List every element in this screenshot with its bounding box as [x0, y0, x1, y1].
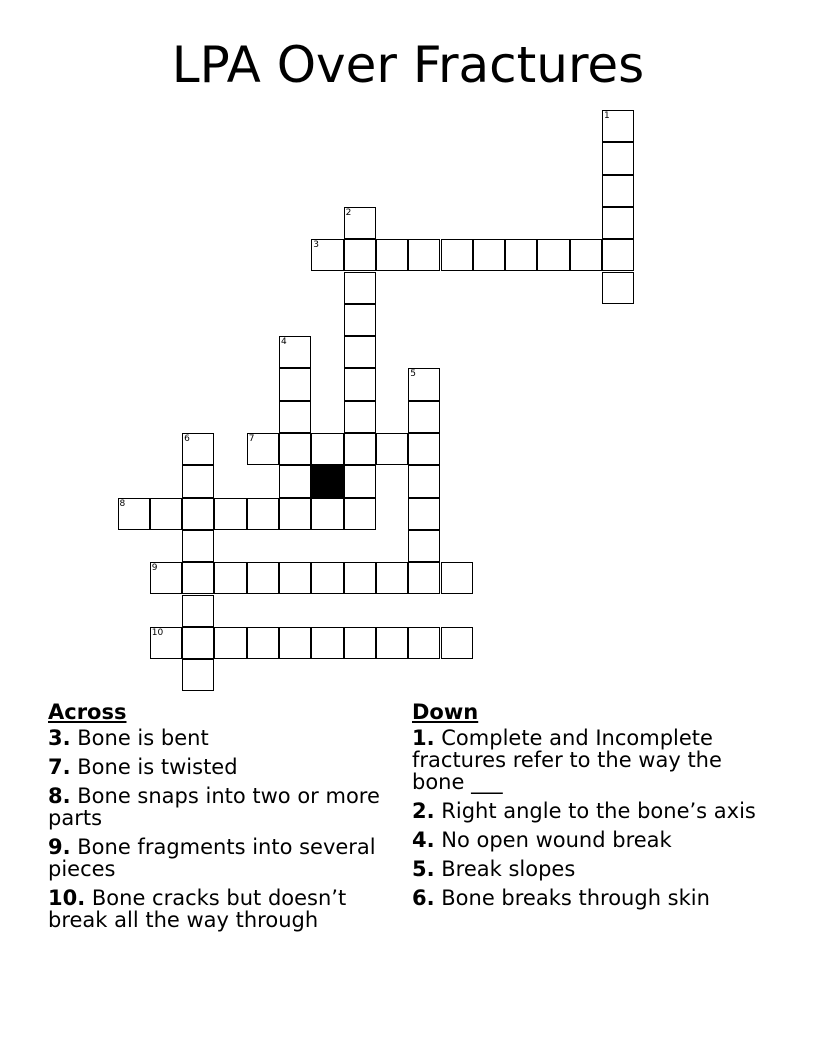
grid-cell[interactable] — [247, 562, 279, 594]
clue-number: 9. — [48, 835, 71, 859]
grid-cell[interactable] — [408, 530, 440, 562]
grid-cell[interactable] — [182, 530, 214, 562]
grid-cell[interactable] — [376, 239, 408, 271]
grid-cell[interactable] — [344, 465, 376, 497]
clue-text: Right angle to the bone’s axis — [434, 799, 756, 823]
grid-cell[interactable] — [441, 239, 473, 271]
clue-text: Bone cracks but doesn’t break all the way through — [48, 886, 347, 932]
grid-cell[interactable] — [344, 336, 376, 368]
grid-cell[interactable] — [344, 562, 376, 594]
grid-cell[interactable] — [279, 498, 311, 530]
grid-cell[interactable] — [602, 175, 634, 207]
down-clue — [412, 858, 772, 880]
grid-cell[interactable] — [344, 272, 376, 304]
clue-text: Bone breaks through skin — [434, 886, 710, 910]
clue-number: 2 — [345, 207, 352, 218]
grid-cell[interactable] — [408, 433, 440, 465]
across-clue — [48, 727, 388, 749]
across-clue — [48, 887, 388, 931]
clue-number: 5 — [410, 369, 416, 380]
clue-text: Bone fragments into several pieces — [48, 835, 376, 881]
grid-cell[interactable] — [408, 239, 440, 271]
grid-cell[interactable] — [408, 627, 440, 659]
grid-cell[interactable] — [344, 207, 376, 239]
grid-cell[interactable] — [311, 433, 343, 465]
down-clue — [412, 727, 772, 793]
grid-cell[interactable] — [376, 562, 408, 594]
grid-cell[interactable] — [182, 498, 214, 530]
grid-cell[interactable] — [408, 465, 440, 497]
grid-cell[interactable] — [311, 498, 343, 530]
grid-cell[interactable] — [247, 627, 279, 659]
grid-cell[interactable] — [602, 142, 634, 174]
clue-number: 2. — [412, 799, 435, 823]
blocked-cell — [311, 465, 343, 497]
clue-number: 3 — [313, 240, 320, 251]
grid-cell[interactable] — [602, 110, 634, 142]
grid-cell[interactable] — [344, 239, 376, 271]
grid-cell[interactable] — [182, 465, 214, 497]
across-heading: Across — [48, 700, 127, 724]
grid-cell[interactable] — [279, 336, 311, 368]
grid-cell[interactable] — [505, 239, 537, 271]
clue-number: 6 — [184, 434, 190, 444]
clue-number: 10. — [48, 886, 86, 910]
grid-cell[interactable] — [344, 401, 376, 433]
grid-cell[interactable] — [441, 627, 473, 659]
clue-number: 7 — [248, 434, 255, 444]
clue-number: 6. — [412, 886, 435, 910]
grid-cell[interactable] — [408, 401, 440, 433]
down-clues — [412, 700, 772, 916]
clue-number: 9 — [151, 563, 158, 574]
clue-text: Break slopes — [434, 857, 576, 881]
grid-cell[interactable] — [150, 498, 182, 530]
page-title: LPA Over Fractures — [171, 36, 645, 94]
grid-cell[interactable] — [182, 562, 214, 594]
grid-cell[interactable] — [118, 498, 150, 530]
clue-number: 4. — [412, 828, 435, 852]
grid-cell[interactable] — [214, 627, 246, 659]
grid-cell[interactable] — [602, 207, 634, 239]
grid-cell[interactable] — [279, 368, 311, 400]
grid-cell[interactable] — [182, 627, 214, 659]
grid-cell[interactable] — [279, 465, 311, 497]
grid-cell[interactable] — [247, 498, 279, 530]
clue-number: 7. — [48, 755, 71, 779]
grid-cell[interactable] — [408, 498, 440, 530]
clue-number: 4 — [281, 337, 287, 348]
clue-number: 1. — [412, 726, 435, 750]
grid-cell[interactable] — [247, 433, 279, 465]
down-clue — [412, 887, 772, 909]
clue-number: 3. — [48, 726, 71, 750]
grid-cell[interactable] — [408, 368, 440, 400]
grid-cell[interactable] — [570, 239, 602, 271]
clue-text: No open wound break — [434, 828, 672, 852]
grid-cell[interactable] — [311, 627, 343, 659]
clue-text: Bone is twisted — [70, 755, 238, 779]
clue-number: 10 — [151, 627, 164, 638]
grid-cell[interactable] — [311, 562, 343, 594]
across-clue-list — [48, 727, 388, 931]
clue-text: Bone is bent — [70, 726, 209, 750]
grid-cell[interactable] — [279, 627, 311, 659]
across-clue — [48, 785, 388, 829]
grid-cell[interactable] — [344, 498, 376, 530]
grid-cell[interactable] — [473, 239, 505, 271]
grid-cell[interactable] — [537, 239, 569, 271]
grid-cell[interactable] — [441, 562, 473, 594]
grid-cell[interactable] — [376, 627, 408, 659]
across-clue — [48, 756, 388, 778]
down-clue-list — [412, 727, 772, 909]
across-clue — [48, 836, 388, 880]
grid-cell[interactable] — [182, 595, 214, 627]
grid-cell[interactable] — [602, 239, 634, 271]
grid-cell[interactable] — [344, 433, 376, 465]
clue-text: Bone snaps into two or more parts — [48, 784, 380, 830]
grid-cell[interactable] — [150, 562, 182, 594]
grid-cell[interactable] — [150, 627, 182, 659]
clue-number: 8. — [48, 784, 71, 808]
clue-text: Complete and Incomplete fractures refer to the way the bone ___ — [412, 726, 722, 794]
grid-cell[interactable] — [344, 368, 376, 400]
grid-cell[interactable] — [182, 659, 214, 691]
grid-cell[interactable] — [344, 304, 376, 336]
grid-cell[interactable] — [602, 272, 634, 304]
grid-cell[interactable] — [214, 498, 246, 530]
grid-cell[interactable] — [279, 562, 311, 594]
grid-cell[interactable] — [344, 627, 376, 659]
clue-number: 1 — [604, 111, 610, 121]
grid-cell[interactable] — [182, 433, 214, 465]
clue-number: 8 — [119, 498, 126, 509]
grid-cell[interactable] — [376, 433, 408, 465]
grid-cell[interactable] — [408, 562, 440, 594]
grid-cell[interactable] — [214, 562, 246, 594]
clue-number: 5. — [412, 857, 435, 881]
grid-cell[interactable] — [311, 239, 343, 271]
down-clue — [412, 800, 772, 822]
down-heading: Down — [412, 700, 479, 724]
across-clues — [48, 700, 388, 938]
grid-cell[interactable] — [279, 401, 311, 433]
grid-cell[interactable] — [279, 433, 311, 465]
down-clue — [412, 829, 772, 851]
